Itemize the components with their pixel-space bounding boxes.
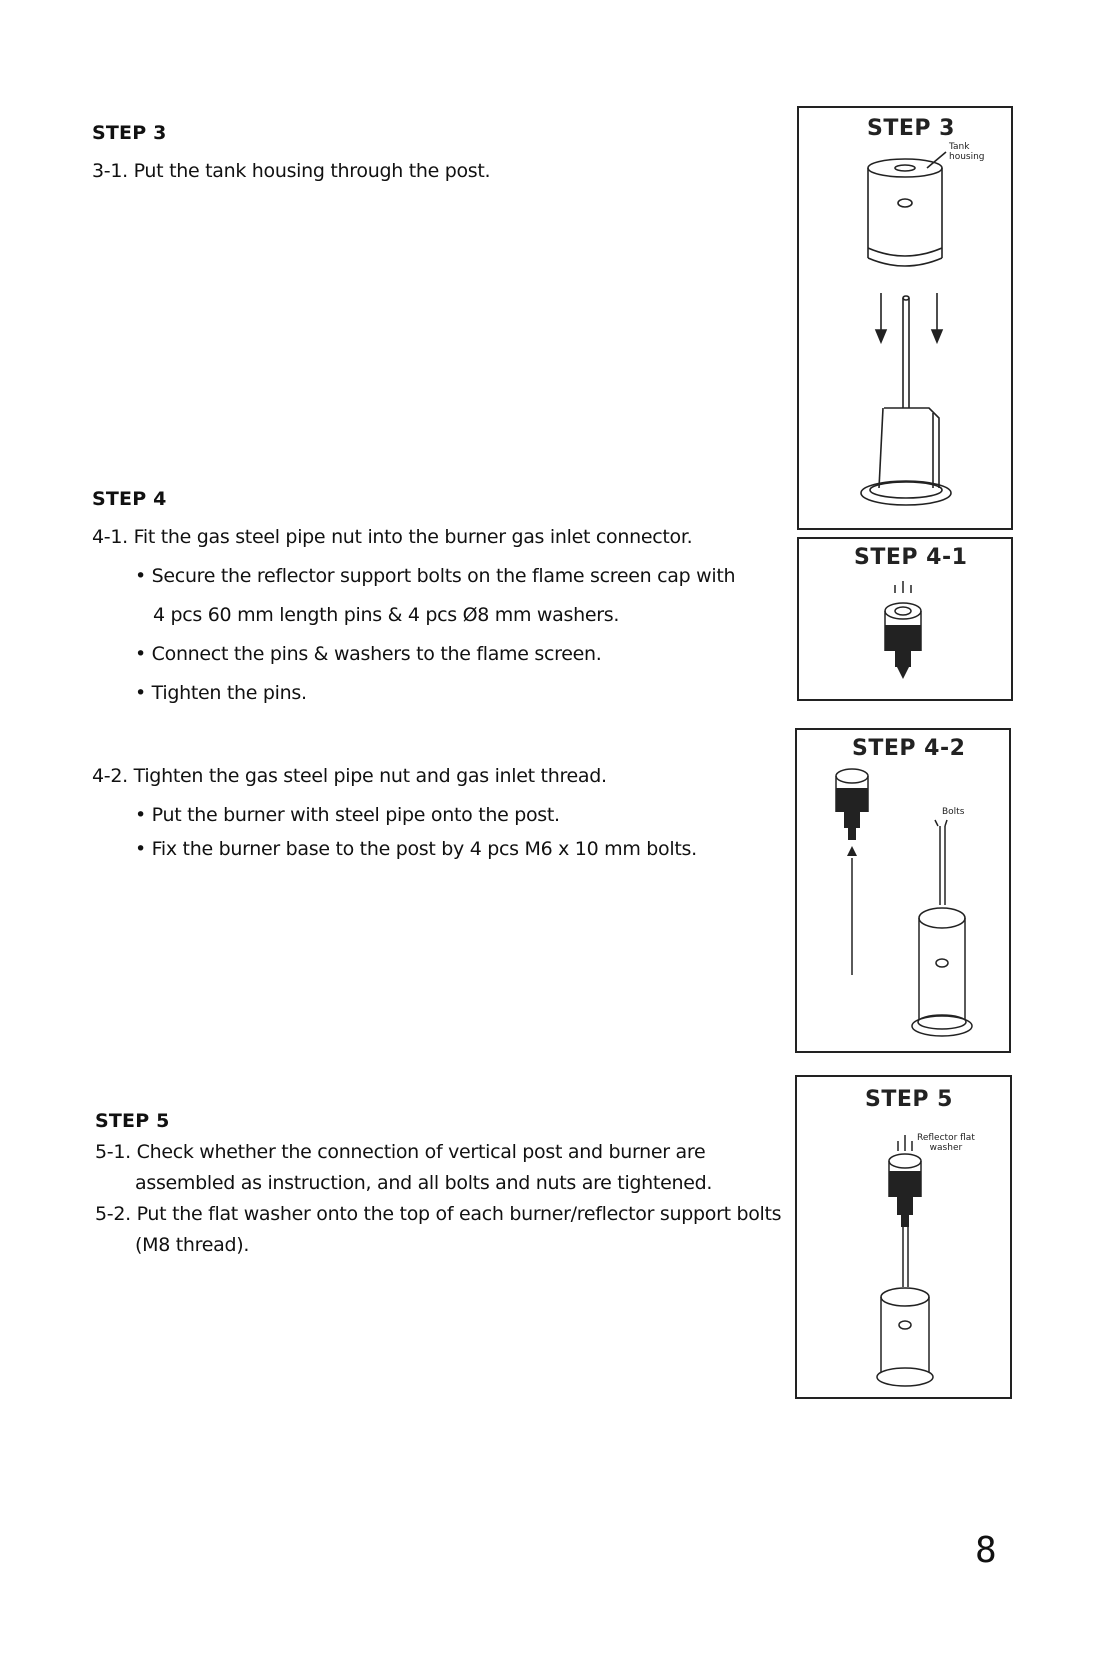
step5-item-2: 5-2. Put the flat washer onto the top of each burner/reflector support bolts xyxy=(95,1203,782,1225)
step4-item-2: 4-2. Tighten the gas steel pipe nut and gas inlet thread. xyxy=(92,765,607,787)
figure-step3-title: STEP 3 xyxy=(867,116,955,141)
tank-housing-illustration xyxy=(799,108,1011,528)
step4-item-1-bullet-1: • Secure the reflector support bolts on the flame screen cap with xyxy=(135,565,736,587)
bolts-callout: Bolts xyxy=(942,807,965,817)
figure-step4-2 xyxy=(795,728,1011,1053)
figure-step5 xyxy=(795,1075,1012,1399)
step4-item-2-bullet-1: • Put the burner with steel pipe onto the post. xyxy=(135,804,560,826)
step4-item-2-bullet-2: • Fix the burner base to the post by 4 pcs M6 x 10 mm bolts. xyxy=(135,838,697,860)
step3-heading: STEP 3 xyxy=(92,122,167,144)
page-number: 8 xyxy=(975,1530,997,1571)
step4-heading: STEP 4 xyxy=(92,488,167,510)
assembled-heater-illustration xyxy=(797,1077,1010,1397)
step5-heading: STEP 5 xyxy=(95,1110,170,1132)
figure-step4-1-title: STEP 4-1 xyxy=(854,545,968,570)
step4-item-1-bullet-3: • Tighten the pins. xyxy=(135,682,307,704)
tank-housing-callout: Tank housing xyxy=(949,142,985,162)
step5-item-1: 5-1. Check whether the connection of vertical post and burner are xyxy=(95,1141,706,1163)
figure-step5-title: STEP 5 xyxy=(865,1087,953,1112)
figure-step4-1 xyxy=(797,537,1013,701)
step3-item-1: 3-1. Put the tank housing through the post. xyxy=(92,160,491,182)
step4-item-1-bullet-2: • Connect the pins & washers to the flame screen. xyxy=(135,643,602,665)
reflector-washer-callout: Reflector flat washer xyxy=(917,1133,975,1153)
step4-item-1-bullet-1-cont: 4 pcs 60 mm length pins & 4 pcs Ø8 mm washers. xyxy=(153,604,620,626)
step5-item-1-cont: assembled as instruction, and all bolts and nuts are tightened. xyxy=(135,1172,713,1194)
step4-item-1: 4-1. Fit the gas steel pipe nut into the burner gas inlet connector. xyxy=(92,526,693,548)
figure-step4-2-title: STEP 4-2 xyxy=(852,736,966,761)
figure-step3 xyxy=(797,106,1013,530)
step5-item-2-cont: (M8 thread). xyxy=(135,1234,250,1256)
burner-post-illustration xyxy=(797,730,1009,1051)
burner-pins-illustration xyxy=(799,539,1011,699)
